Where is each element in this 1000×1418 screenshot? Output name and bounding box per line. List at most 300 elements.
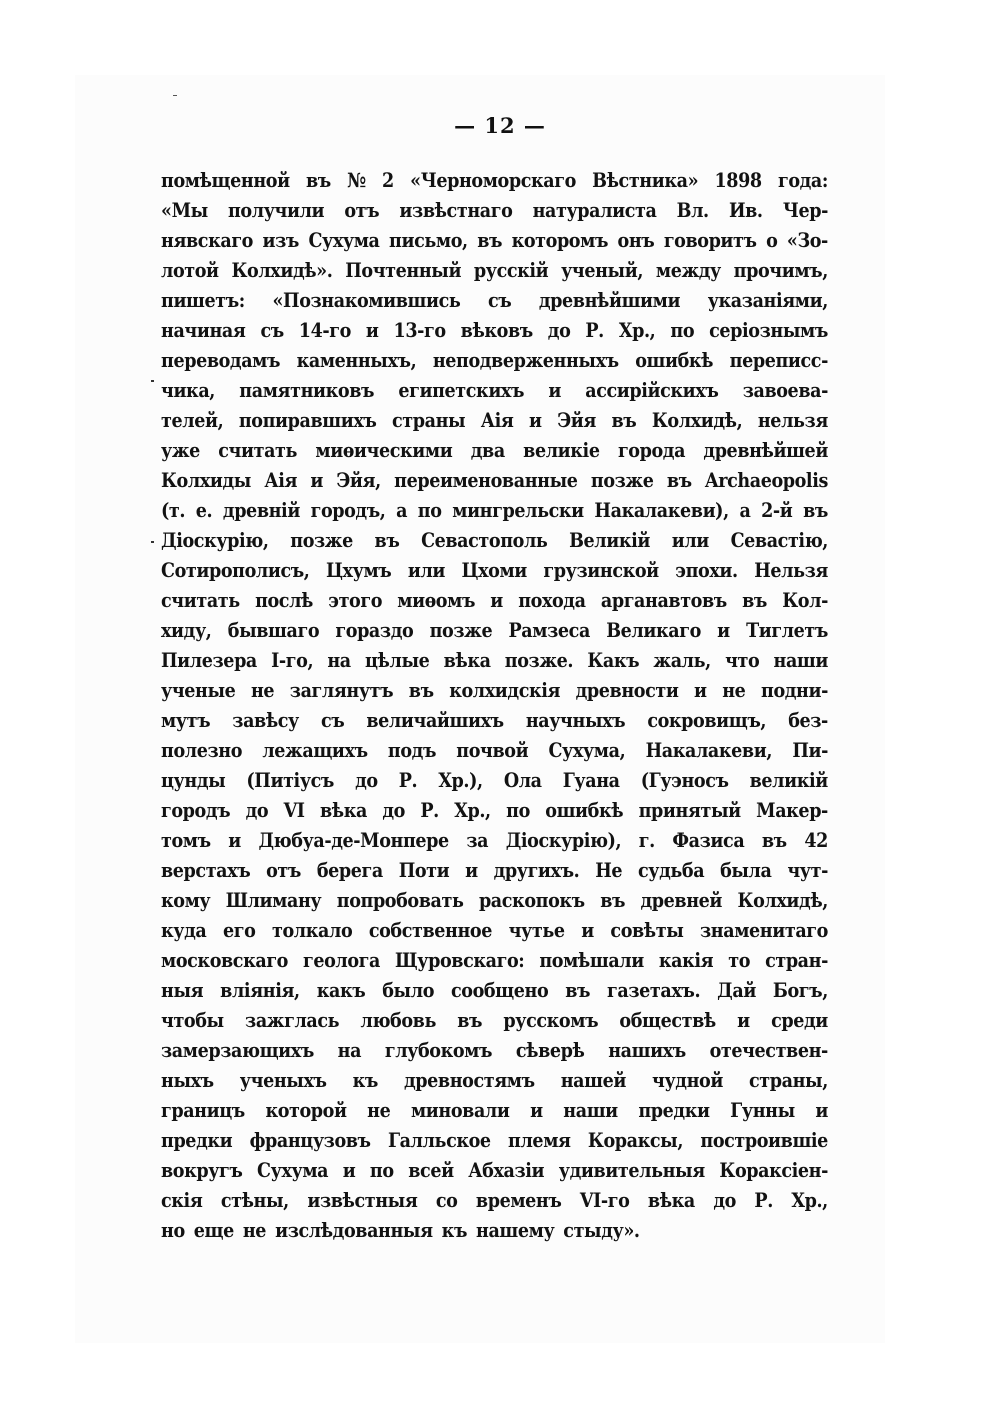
word: не xyxy=(242,1219,267,1242)
word: не xyxy=(367,1099,391,1122)
word: совѣты xyxy=(610,919,684,942)
word: Хр., xyxy=(618,319,656,342)
word: а xyxy=(396,499,408,522)
word: ученые xyxy=(161,679,236,702)
word: попиравшихъ xyxy=(238,409,377,432)
word: за xyxy=(466,829,489,852)
word: Не xyxy=(595,859,623,882)
word: или xyxy=(407,559,446,582)
word: гораздо xyxy=(335,619,414,642)
text-line xyxy=(161,676,828,706)
word: всей xyxy=(408,1159,454,1182)
word: Нельзя xyxy=(754,559,828,582)
word: вѣковъ xyxy=(460,319,533,342)
word: ученыхъ xyxy=(239,1069,327,1092)
word: Ив. xyxy=(728,199,763,222)
word: толкало xyxy=(271,919,353,942)
word: два xyxy=(470,439,505,462)
word: Цхумъ xyxy=(326,559,392,582)
word: въ xyxy=(305,169,331,192)
word: чтобы xyxy=(161,1009,224,1032)
word: получили xyxy=(227,199,325,222)
word: русскомъ xyxy=(503,1009,599,1032)
word: 2-й xyxy=(761,499,793,522)
word: чут- xyxy=(787,859,828,882)
word: Тиглетъ xyxy=(746,619,828,642)
text-line xyxy=(161,166,828,196)
word: и xyxy=(530,1099,543,1122)
word: было xyxy=(382,979,435,1002)
word: на xyxy=(337,1039,362,1062)
word: Севастополь xyxy=(421,529,548,552)
word: мутъ xyxy=(161,709,211,732)
word: предки xyxy=(161,1129,233,1152)
word: VI-го xyxy=(579,1189,630,1212)
word: которой xyxy=(265,1099,347,1122)
word: древностямъ xyxy=(404,1069,535,1092)
word: начиная xyxy=(161,319,246,342)
word: его xyxy=(222,919,256,942)
word: «Зо- xyxy=(786,229,828,252)
word: указаніями, xyxy=(707,289,828,312)
word: почвой xyxy=(456,739,529,762)
word: глубокомъ xyxy=(384,1039,493,1062)
word: Какъ xyxy=(587,649,640,672)
text-line xyxy=(161,496,828,526)
word: Хр., xyxy=(791,1189,828,1212)
word: но xyxy=(161,1219,185,1242)
word: и xyxy=(815,1099,828,1122)
word: къ xyxy=(352,1069,378,1092)
word: Колхидѣ, xyxy=(737,889,828,912)
word: древней xyxy=(640,889,723,912)
word: между xyxy=(655,259,721,282)
word: Сотирополисъ, xyxy=(161,559,310,582)
word: о xyxy=(766,229,778,252)
word: Рамзеса xyxy=(508,619,590,642)
word: принятый xyxy=(638,799,741,822)
word: Діоскурію, xyxy=(161,529,269,552)
word: древнѣйшими xyxy=(538,289,681,312)
word: нашихъ xyxy=(608,1039,686,1062)
word: серіознымъ xyxy=(709,319,828,342)
text-line xyxy=(161,736,828,766)
word: съ xyxy=(487,289,512,312)
word: еще xyxy=(193,1219,234,1242)
word: судьба xyxy=(638,859,705,882)
word: изслѣдованныя xyxy=(275,1219,433,1242)
word: позже. xyxy=(504,649,574,672)
word: попробовать xyxy=(336,889,464,912)
word: Сухума xyxy=(308,229,380,252)
word: Аія xyxy=(264,469,298,492)
word: позже xyxy=(590,469,654,492)
word: памятниковъ xyxy=(239,379,375,402)
word: вѣка xyxy=(319,799,367,822)
word: и xyxy=(717,619,730,642)
word: а xyxy=(739,499,751,522)
word: сокровищъ, xyxy=(647,709,767,732)
word: къ xyxy=(441,1219,467,1242)
word: ныя xyxy=(161,979,204,1002)
text-line xyxy=(161,196,828,226)
word: бывшаго xyxy=(227,619,320,642)
word: Богъ, xyxy=(772,979,828,1002)
word: грузинской xyxy=(543,559,659,582)
word: онъ xyxy=(617,229,655,252)
word: чика, xyxy=(161,379,216,402)
word: среди xyxy=(771,1009,828,1032)
word: Кол- xyxy=(782,589,828,612)
text-line xyxy=(161,916,828,946)
word: Почтенный xyxy=(345,259,462,282)
word: похода xyxy=(518,589,586,612)
word: построившіе xyxy=(700,1129,828,1152)
word: Колхиды xyxy=(161,469,251,492)
text-line xyxy=(161,1036,828,1066)
word: великій xyxy=(749,769,828,792)
word: заглянутъ xyxy=(289,679,394,702)
word: со xyxy=(435,1189,458,1212)
word: 13-го xyxy=(393,319,446,342)
word: лотой xyxy=(161,259,219,282)
text-line xyxy=(161,346,828,376)
word: въ xyxy=(666,469,692,492)
word: или xyxy=(671,529,709,552)
word: и xyxy=(529,409,542,432)
word: удивительныя xyxy=(558,1159,705,1182)
word: нашему xyxy=(476,1219,555,1242)
text-line xyxy=(161,556,828,586)
word: Абхазіи xyxy=(468,1159,545,1182)
word: и xyxy=(737,1009,750,1032)
word: переименованные xyxy=(394,469,578,492)
word: раскопокъ xyxy=(478,889,585,912)
word: цѣлые xyxy=(364,649,430,672)
word: русскій xyxy=(473,259,549,282)
word: ныхъ xyxy=(161,1069,214,1092)
word: и xyxy=(694,679,707,702)
word: № xyxy=(347,169,366,192)
word: Галльское xyxy=(387,1129,491,1152)
word: и xyxy=(342,1159,356,1182)
word: и xyxy=(228,829,241,852)
word: Эйя xyxy=(557,409,596,432)
word: въ xyxy=(600,889,626,912)
word: извѣстнаго xyxy=(399,199,513,222)
text-line xyxy=(161,1216,828,1246)
word: извѣстныя xyxy=(307,1189,418,1212)
word: Вѣстника» xyxy=(592,169,699,192)
word: миѳомъ xyxy=(397,589,476,612)
word: египетскихъ xyxy=(398,379,525,402)
word: любовь xyxy=(360,1009,436,1032)
text-line xyxy=(161,766,828,796)
word: до xyxy=(382,799,405,822)
word: Вл. xyxy=(676,199,709,222)
word: чутье xyxy=(508,919,565,942)
word: Чер- xyxy=(782,199,828,222)
word: до xyxy=(547,319,571,342)
word: ассирійскихъ xyxy=(585,379,719,402)
word: Дай xyxy=(717,979,756,1002)
word: по xyxy=(369,1159,394,1182)
word: по xyxy=(506,799,530,822)
word: пишетъ: xyxy=(161,289,245,312)
word: каменныхъ, xyxy=(296,349,417,372)
word: въ xyxy=(761,829,787,852)
word: собственное xyxy=(368,919,492,942)
word: письмо, xyxy=(389,229,468,252)
word: верстахъ xyxy=(161,859,251,882)
word: скія xyxy=(161,1189,203,1212)
text-line xyxy=(161,526,828,556)
word: «Мы xyxy=(161,199,208,222)
word: цунды xyxy=(161,769,226,792)
word: (Питіусъ xyxy=(246,769,334,792)
word: Гуана xyxy=(562,769,620,792)
word: лежащихъ xyxy=(262,739,368,762)
word: стран- xyxy=(765,949,828,972)
word: страны, xyxy=(749,1069,828,1092)
word: Ола xyxy=(503,769,542,792)
word: газетахъ. xyxy=(607,979,701,1002)
text-line xyxy=(161,1186,828,1216)
word: научныхъ xyxy=(525,709,626,732)
word: Р. xyxy=(398,769,418,792)
text-line xyxy=(161,856,828,886)
word: Сухума, xyxy=(548,739,626,762)
word: Аія xyxy=(480,409,514,432)
word: неподверженныхъ xyxy=(432,349,619,372)
word: эпохи. xyxy=(675,559,738,582)
word: натуралиста xyxy=(532,199,657,222)
word: кому xyxy=(161,889,211,912)
word: ошибкѣ xyxy=(635,349,714,372)
word: замерзающихъ xyxy=(161,1039,314,1062)
word: Archaeopolis xyxy=(705,469,828,492)
word: предки xyxy=(638,1099,710,1122)
word: считать xyxy=(161,589,240,612)
word: племя xyxy=(508,1129,571,1152)
word: великіе xyxy=(523,439,600,462)
word: Великаго xyxy=(606,619,701,642)
word: отечествен- xyxy=(709,1039,828,1062)
word: древнѣйшей xyxy=(703,439,828,462)
word: съ xyxy=(260,319,284,342)
margin-speck xyxy=(151,541,154,543)
word: въ xyxy=(742,589,767,612)
word: этого xyxy=(328,589,383,612)
word: временъ xyxy=(475,1189,562,1212)
word: городъ, xyxy=(310,499,386,522)
word: Хр.), xyxy=(438,769,483,792)
word: мингрельски xyxy=(452,499,584,522)
word: по xyxy=(670,319,695,342)
word: обществѣ xyxy=(619,1009,716,1032)
text-line xyxy=(161,616,828,646)
word: послѣ xyxy=(255,589,314,612)
word: уже xyxy=(161,439,200,462)
text-line xyxy=(161,436,828,466)
text-line xyxy=(161,226,828,256)
word: страны xyxy=(391,409,466,432)
word: и xyxy=(365,319,379,342)
word: въ xyxy=(408,679,434,702)
word: томъ xyxy=(161,829,211,852)
word: городъ xyxy=(161,799,231,822)
word: г. xyxy=(638,829,655,852)
word: по xyxy=(417,499,442,522)
word: е. xyxy=(195,499,213,522)
word: какъ xyxy=(316,979,366,1002)
word: границъ xyxy=(161,1099,245,1122)
text-line xyxy=(161,586,828,616)
word: жаль, xyxy=(653,649,711,672)
word: зажглась xyxy=(245,1009,340,1032)
word: позже xyxy=(290,529,353,552)
word: до xyxy=(355,769,378,792)
word: Дюбуа-де-Монпере xyxy=(258,829,449,852)
word: арганавтовъ xyxy=(600,589,727,612)
word: подъ xyxy=(387,739,437,762)
word: съ xyxy=(320,709,345,732)
word: колхидскія xyxy=(449,679,561,702)
text-line xyxy=(161,286,828,316)
text-line xyxy=(161,826,828,856)
word: помѣщенной xyxy=(161,169,290,192)
word: Р. xyxy=(420,799,439,822)
word: величайшихъ xyxy=(366,709,504,732)
word: позже xyxy=(429,619,493,642)
word: Фазиса xyxy=(672,829,745,852)
word: ошибкѣ xyxy=(545,799,624,822)
word: телей, xyxy=(161,409,224,432)
word: куда xyxy=(161,919,207,942)
word: въ xyxy=(374,529,400,552)
word: до xyxy=(713,1189,736,1212)
word: не xyxy=(722,679,746,702)
word: и xyxy=(581,919,594,942)
word: сѣверѣ xyxy=(515,1039,585,1062)
scan-artifact-mark xyxy=(173,95,177,96)
text-line xyxy=(161,1096,828,1126)
text-line xyxy=(161,946,828,976)
word: 1898 xyxy=(714,169,762,192)
word: Р. xyxy=(754,1189,773,1212)
word: VI xyxy=(283,799,305,822)
word: переводамъ xyxy=(161,349,281,372)
word: считать xyxy=(218,439,298,462)
word: была xyxy=(720,859,772,882)
word: и xyxy=(490,589,503,612)
text-line xyxy=(161,886,828,916)
word: Сухума xyxy=(257,1159,329,1182)
word: 14-го xyxy=(298,319,351,342)
page-body-text xyxy=(161,166,828,1246)
word: отъ xyxy=(266,859,301,882)
page-number: — 12 — xyxy=(454,113,546,138)
word: Пилезера xyxy=(161,649,257,672)
word: Діоскурію), xyxy=(505,829,622,852)
word: въ xyxy=(611,409,637,432)
word: наши xyxy=(773,649,828,672)
text-line xyxy=(161,1126,828,1156)
word: I-го, xyxy=(271,649,314,672)
word: Колхидѣ, xyxy=(651,409,743,432)
word: миѳическими xyxy=(315,439,453,462)
word: «Черноморскаго xyxy=(410,169,576,192)
word: не xyxy=(250,679,275,702)
text-line xyxy=(161,256,828,286)
text-line xyxy=(161,796,828,826)
word: завѣсу xyxy=(232,709,299,732)
word: геолога xyxy=(302,949,380,972)
word: французовъ xyxy=(249,1129,371,1152)
word: въ xyxy=(477,229,503,252)
word: Щуровскаго: xyxy=(395,949,525,972)
word: Цхоми xyxy=(461,559,527,582)
word: въ xyxy=(457,1009,483,1032)
word: года: xyxy=(777,169,828,192)
text-line xyxy=(161,706,828,736)
word: Колхидѣ». xyxy=(231,259,333,282)
word: на xyxy=(327,649,351,672)
text-line xyxy=(161,1006,828,1036)
word: Кораксіен- xyxy=(719,1159,828,1182)
text-line xyxy=(161,1156,828,1186)
word: (т. xyxy=(161,499,186,522)
word: помѣшали xyxy=(539,949,644,972)
word: Шлиману xyxy=(225,889,322,912)
word: и xyxy=(548,379,561,402)
word: переписс- xyxy=(729,349,828,372)
word: то xyxy=(728,949,751,972)
word: Эйя, xyxy=(336,469,381,492)
word: отъ xyxy=(344,199,380,222)
margin-speck xyxy=(151,380,154,382)
word: Пи- xyxy=(792,739,828,762)
word: Макер- xyxy=(756,799,828,822)
word: берега xyxy=(316,859,383,882)
word: древности xyxy=(575,679,679,702)
word: нашей xyxy=(560,1069,626,1092)
word: без- xyxy=(788,709,828,732)
word: города xyxy=(617,439,686,462)
word: прочимъ, xyxy=(733,259,828,282)
word: Поти xyxy=(398,859,450,882)
word: въ xyxy=(803,499,828,522)
word: Севастію, xyxy=(730,529,828,552)
word: Р. xyxy=(585,319,604,342)
word: хиду, xyxy=(161,619,212,642)
word: миновали xyxy=(410,1099,510,1122)
text-line xyxy=(161,316,828,346)
word: ученый, xyxy=(561,259,644,282)
word: сообщено xyxy=(450,979,549,1002)
word: московскаго xyxy=(161,949,288,972)
word: древній xyxy=(222,499,300,522)
word: наши xyxy=(563,1099,618,1122)
word: которомъ xyxy=(511,229,609,252)
word: «Познакомившись xyxy=(272,289,461,312)
word: знаменитаго xyxy=(699,919,828,942)
word: и xyxy=(310,469,324,492)
word: Хр., xyxy=(454,799,491,822)
word: завоева- xyxy=(742,379,828,402)
word: 42 xyxy=(804,829,828,852)
word: что xyxy=(725,649,760,672)
